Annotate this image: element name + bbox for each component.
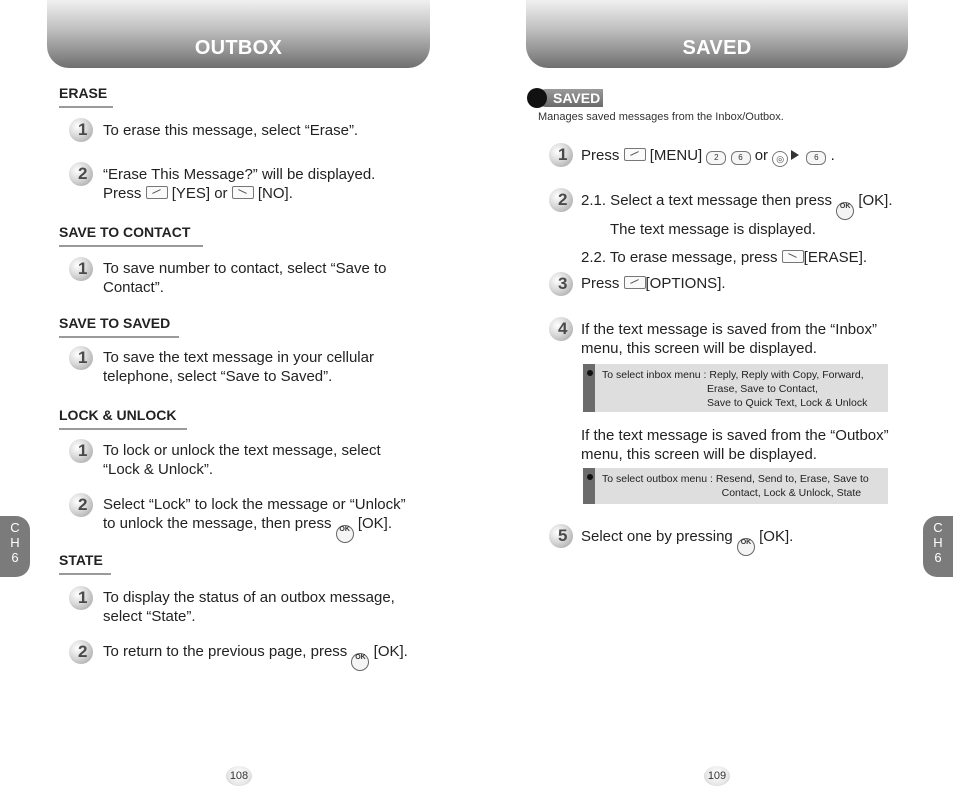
saved-description: Manages saved messages from the Inbox/Outbox. [538, 111, 784, 123]
page-title-saved: SAVED [682, 37, 752, 59]
inbox-menu-screen: To select inbox menu : Reply, Reply with Copy, Forward, Erase, Save to Contact, Save to Quick Text, Lock & Unlock [583, 364, 888, 412]
key-6-icon: 6 [806, 151, 826, 165]
step-text: Select “Lock” to lock the message or “Unlock” to unlock the message, then press OK [OK]. [103, 495, 406, 543]
outbox-header [47, 0, 430, 68]
step-text: To display the status of an outbox message, select “State”. [103, 589, 395, 625]
section-title-state: STATE [59, 552, 111, 575]
step-number-badge: 2 [69, 162, 95, 188]
section-title-erase: ERASE [59, 85, 113, 108]
step-number-badge: 1 [69, 439, 95, 465]
step-number-badge: 4 [549, 317, 575, 343]
step-number-badge: 2 [69, 640, 95, 666]
page-number-left: 108 [226, 766, 252, 786]
step-number-badge: 1 [69, 257, 95, 283]
step-text: To lock or unlock the text message, select “Lock & Unlock”. [103, 442, 381, 478]
step-number-badge: 1 [69, 346, 95, 372]
right-soft-key-icon [232, 186, 254, 199]
section-title-lock-unlock: LOCK & UNLOCK [59, 407, 187, 430]
ok-key-icon: OK [336, 525, 354, 543]
left-soft-key-icon [146, 186, 168, 199]
step-text: To save the text message in your cellular telephone, select “Save to Saved”. [103, 349, 374, 385]
step-text: Press [MENU] 2 6 or ◎ 6 . [581, 146, 835, 167]
saved-badge: SAVED [527, 88, 605, 108]
section-title-save-to-contact: SAVE TO CONTACT [59, 224, 203, 247]
chapter-tab-left: C H 6 [0, 516, 30, 577]
step-text: Select one by pressing OK [OK]. [581, 527, 793, 556]
step-text: If the text message is saved from the “Outbox” menu, this screen will be displayed. [581, 427, 889, 463]
key-6-icon: 6 [731, 151, 751, 165]
right-soft-key-icon [782, 250, 804, 263]
page-number-right: 109 [704, 766, 730, 786]
step-text: To return to the previous page, press OK [OK]. [103, 642, 408, 671]
outbox-menu-screen: To select outbox menu : Resend, Send to, Erase, Save to Contact, Lock & Unlock, State [583, 468, 888, 504]
chapter-tab-right: C H 6 [923, 516, 953, 577]
ok-key-icon: OK [351, 653, 369, 671]
step-number-badge: 1 [549, 143, 575, 169]
saved-header [526, 0, 908, 68]
step-number-badge: 2 [549, 188, 575, 214]
step-text: To erase this message, select “Erase”. [103, 122, 359, 139]
step-text: “Erase This Message?” will be displayed. Press [YES] or [NO]. [103, 166, 376, 202]
ok-key-icon: OK [836, 202, 854, 220]
step-text: To save number to contact, select “Save to Contact”. [103, 260, 387, 296]
step-text: Press [OPTIONS]. [581, 275, 726, 292]
ok-key-icon: OK [737, 538, 755, 556]
arrow-right-icon [791, 150, 799, 160]
section-title-save-to-saved: SAVE TO SAVED [59, 315, 179, 338]
key-2-icon: 2 [706, 151, 726, 165]
step-number-badge: 2 [69, 493, 95, 519]
page-title-outbox: OUTBOX [194, 37, 283, 59]
step-text: 2.1. Select a text message then press OK [OK]. The text message is displayed. 2.2. To erase message, press [ERASE]. [581, 192, 893, 266]
step-number-badge: 1 [69, 118, 95, 144]
step-text: If the text message is saved from the “Inbox” menu, this screen will be displayed. [581, 321, 877, 357]
step-number-badge: 1 [69, 586, 95, 612]
left-soft-key-icon [624, 148, 646, 161]
step-number-badge: 5 [549, 524, 575, 550]
left-soft-key-icon [624, 276, 646, 289]
step-number-badge: 3 [549, 272, 575, 298]
navigation-key-icon: ◎ [772, 151, 788, 167]
